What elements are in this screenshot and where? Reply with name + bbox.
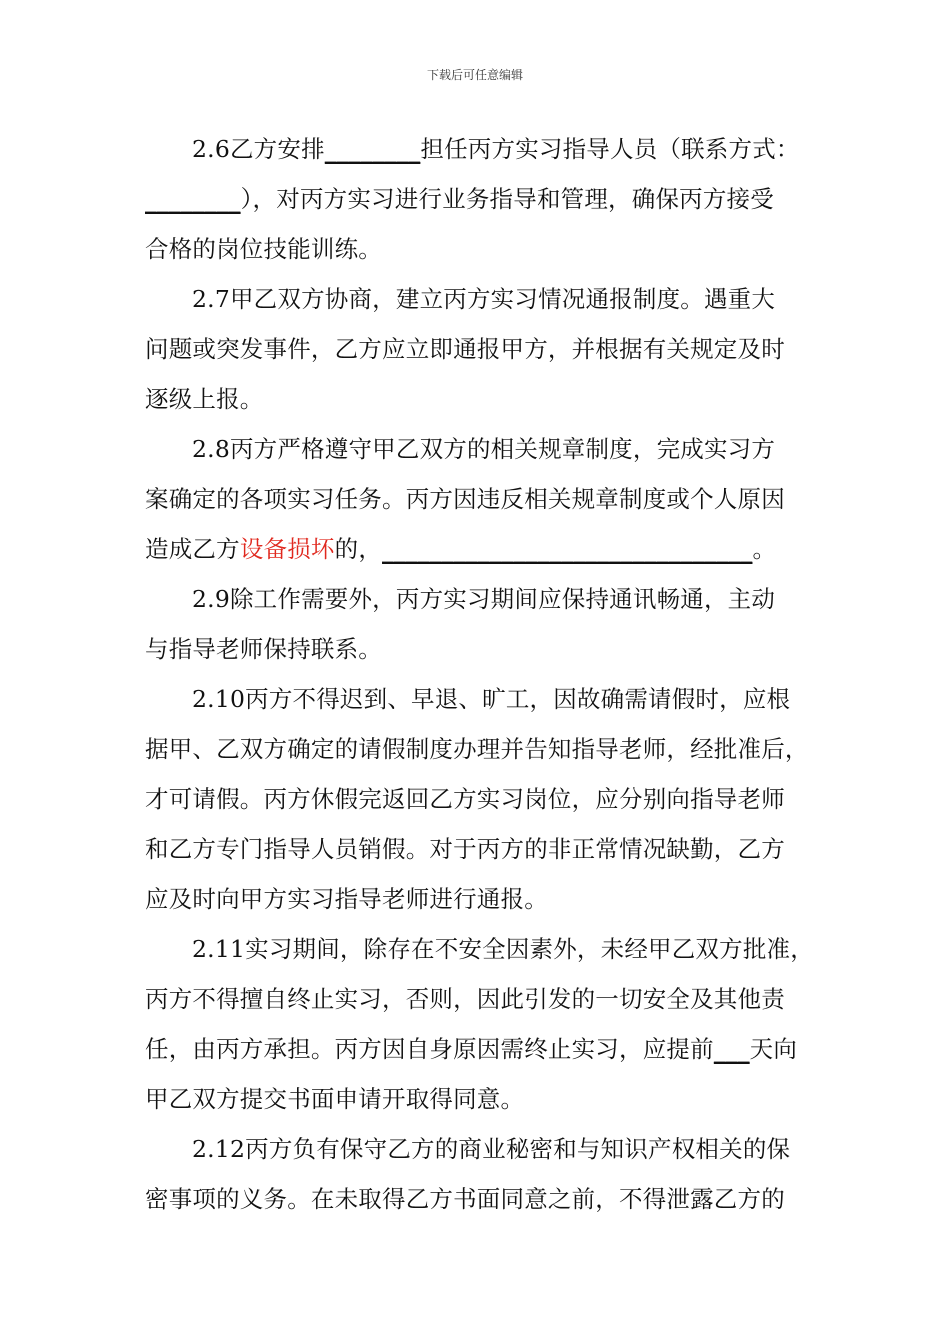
clause-2-10-line-4: 和乙方专门指导人员销假。对于丙方的非正常情况缺勤，乙方 [145, 835, 785, 863]
text: 造成乙方 [145, 535, 240, 563]
clause-2-11-line-4: 甲乙双方提交书面申请开取得同意。 [145, 1085, 525, 1113]
document-body [145, 124, 814, 1224]
clause-2-10-line-5: 应及时向甲方实习指导老师进行通报。 [145, 885, 548, 913]
highlighted-text-equipment-damage: 设备损坏 [239, 535, 335, 563]
fill-blank-contact[interactable]: ________ [145, 185, 241, 213]
clause-2-9-line-2: 与指导老师保持联系。 [145, 635, 382, 663]
clause-2-12-line-2: 密事项的义务。在未取得乙方书面同意之前，不得泄露乙方的 [145, 1185, 785, 1213]
clause-2-8-line-2: 案确定的各项实习任务。丙方因违反相关规章制度或个人原因 [145, 485, 785, 513]
clause-2-9-line-1: 2.9除工作需要外，丙方实习期间应保持通讯畅通，主动 [192, 585, 776, 613]
clause-2-8-line-1: 2.8丙方严格遵守甲乙双方的相关规章制度，完成实习方 [192, 435, 776, 463]
text: 天向 [749, 1035, 798, 1063]
text: 2.6乙方安排 [192, 135, 325, 163]
clause-2-10-line-1: 2.10丙方不得迟到、早退、旷工，因故确需请假时，应根 [192, 685, 791, 713]
clause-2-7-line-2: 问题或突发事件，乙方应立即通报甲方，并根据有关规定及时 [145, 335, 785, 363]
clause-2-11-line-1: 2.11实习期间，除存在不安全因素外，未经甲乙双方批准， [192, 935, 814, 963]
clause-2-12-line-1: 2.12丙方负有保守乙方的商业秘密和与知识产权相关的保 [192, 1135, 791, 1163]
text: 。 [752, 535, 777, 563]
clause-2-7-line-3: 逐级上报。 [145, 385, 264, 413]
clause-2-11-line-3 [145, 1024, 805, 1074]
page-header-note: 下载后可任意编辑 [426, 68, 523, 82]
clause-2-8-line-3 [145, 524, 805, 574]
text: 任，由丙方承担。丙方因自身原因需终止实习，应提前 [145, 1035, 714, 1063]
text: ），对丙方实习进行业务指导和管理，确保丙方接受 [240, 185, 774, 213]
fill-blank-instructor[interactable]: ________ [324, 135, 421, 163]
clause-2-6-line-2 [145, 174, 805, 224]
text: 的， [334, 535, 383, 563]
fill-blank-liability[interactable]: _______________________________ [382, 535, 753, 563]
clause-2-7-line-1: 2.7甲乙双方协商，建立丙方实习情况通报制度。遇重大 [192, 285, 776, 313]
clause-2-10-line-2: 据甲、乙双方确定的请假制度办理并告知指导老师，经批准后， [145, 735, 809, 763]
fill-blank-days[interactable]: ___ [713, 1035, 750, 1063]
clause-2-6-line-1 [145, 124, 805, 174]
clause-2-11-line-2: 丙方不得擅自终止实习，否则，因此引发的一切安全及其他责 [145, 985, 785, 1013]
text: 担任丙方实习指导人员（联系方式： [420, 135, 800, 163]
clause-2-6-line-3: 合格的岗位技能训练。 [145, 235, 382, 263]
clause-2-10-line-3: 才可请假。丙方休假完返回乙方实习岗位，应分别向指导老师 [145, 785, 785, 813]
